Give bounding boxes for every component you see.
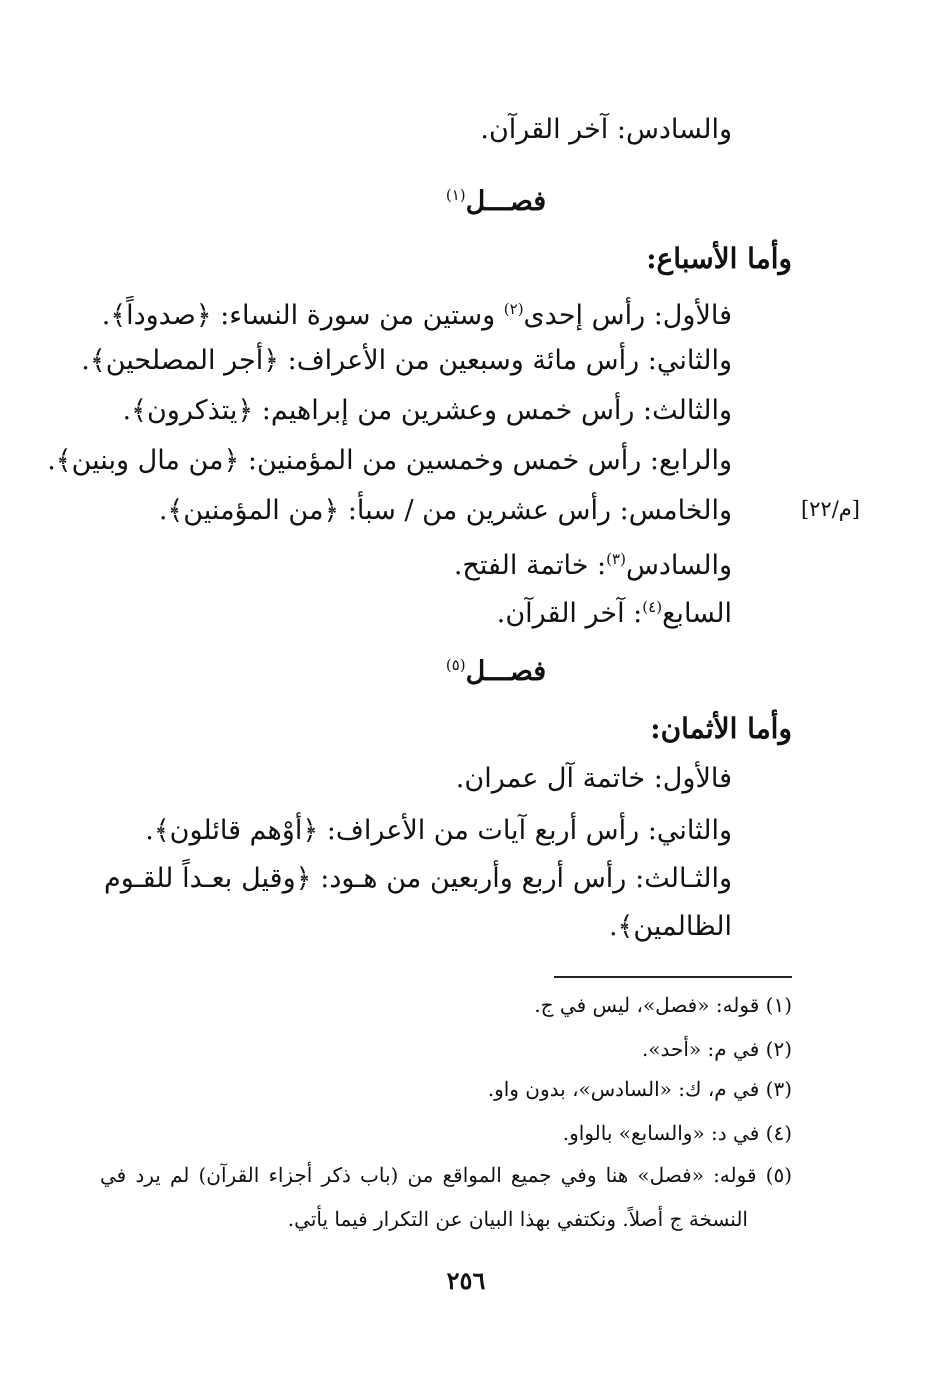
sevenths-line-2: والثاني: رأس مائة وسبعين من الأعراف: ﴿أجر المصلحين﴾. bbox=[81, 345, 732, 376]
sevenths-line-6 bbox=[454, 542, 732, 583]
heading-sevenths: وأما الأسباع: bbox=[646, 242, 792, 275]
page-number: ٢٥٦ bbox=[446, 1266, 486, 1295]
section-title-2-note: (٥) bbox=[445, 656, 466, 674]
sevenths-line-1 bbox=[102, 292, 732, 333]
eighths-line-3: والثـالث: رأس أربع وأربعين من هـود: ﴿وقيل بعـداً للقـوم bbox=[104, 863, 732, 894]
footnote-3: (٣) في م، ك: «السادس»، بدون واو. bbox=[487, 1077, 792, 1101]
sevenths-line-3: والثالث: رأس خمس وعشرين من إبراهيم: ﴿يتذكرون﴾. bbox=[122, 395, 732, 426]
sevenths-line-7-pre: السابع bbox=[662, 598, 732, 629]
sevenths-line-4: والرابع: رأس خمس وخمسين من المؤمنين: ﴿من مال وبنين﴾. bbox=[47, 445, 732, 476]
sevenths-line-5: والخامس: رأس عشرين من / سبأ: ﴿من المؤمنين﴾. bbox=[158, 495, 732, 526]
eighths-line-1: فالأول: خاتمة آل عمران. bbox=[455, 763, 732, 794]
sevenths-line-6-pre: والسادس bbox=[625, 550, 732, 581]
sevenths-line-1-note: (٢) bbox=[503, 300, 524, 318]
footnote-divider bbox=[554, 976, 792, 978]
sevenths-line-7-post: : آخر القرآن. bbox=[496, 598, 643, 629]
heading-eighths: وأما الأثمان: bbox=[650, 712, 792, 745]
section-title-1 bbox=[0, 178, 932, 219]
sevenths-line-6-note: (٣) bbox=[606, 550, 626, 568]
sevenths-line-7-note: (٤) bbox=[642, 598, 663, 616]
eighths-line-4: الظالمين﴾. bbox=[608, 911, 732, 942]
footnote-5-line-1: (٥) قوله: «فصل» هنا وفي جميع المواقع من (باب ذكر أجزاء القرآن) لم يرد في bbox=[100, 1163, 792, 1187]
eighths-line-2: والثاني: رأس أربع آيات من الأعراف: ﴿أوْهم قائلون﴾. bbox=[145, 815, 732, 846]
top-line: والسادس: آخر القرآن. bbox=[480, 114, 732, 145]
section-title-1-note: (١) bbox=[445, 186, 466, 204]
section-title-2 bbox=[0, 648, 932, 689]
section-title-2-text: فصـــل bbox=[465, 656, 547, 687]
footnote-2: (٢) في م: «أحد». bbox=[641, 1037, 792, 1061]
footnote-1: (١) قوله: «فصل»، ليس في ج. bbox=[534, 993, 792, 1017]
sevenths-line-1-post: وستين من سورة النساء: ﴿صدوداً﴾. bbox=[101, 300, 504, 331]
sevenths-line-7 bbox=[497, 590, 732, 631]
sevenths-line-1-pre: فالأول: رأس إحدى bbox=[523, 300, 732, 331]
footnote-4: (٤) في د: «والسابع» بالواو. bbox=[562, 1121, 792, 1145]
section-title-1-text: فصـــل bbox=[465, 186, 547, 217]
sevenths-line-6-post: : خاتمة الفتح. bbox=[453, 550, 607, 581]
margin-manuscript-note: [م/٢٢] bbox=[800, 497, 860, 521]
footnote-5-line-2: النسخة ج أصلاً. ونكتفي بهذا البيان عن التكرار فيما يأتي. bbox=[287, 1207, 748, 1231]
